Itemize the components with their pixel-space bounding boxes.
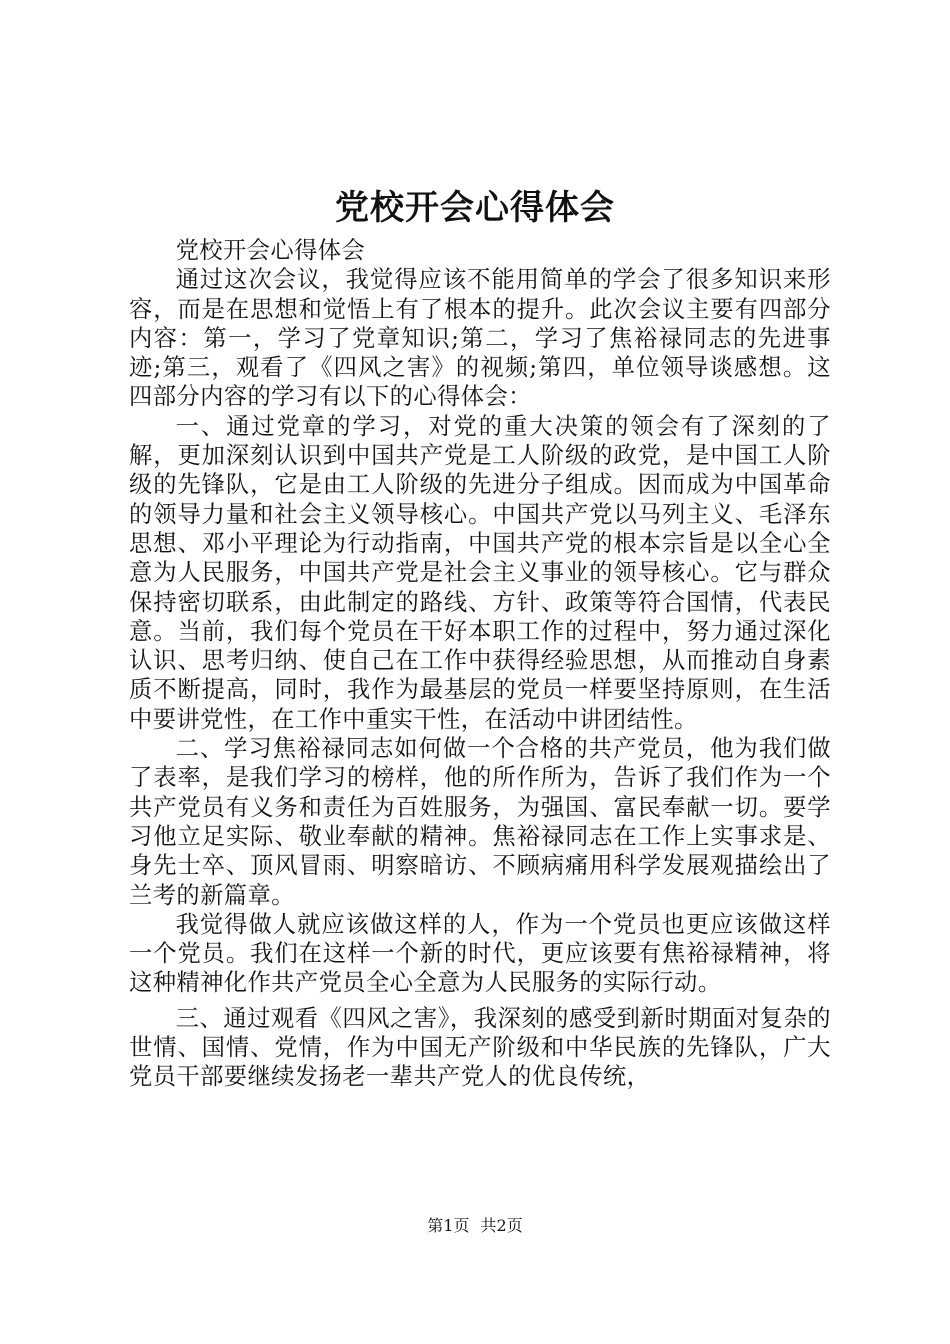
paragraph-point-two: 二、学习焦裕禄同志如何做一个合格的共产党员，他为我们做了表率，是我们学习的榜样，他的所作所为，告诉了我们作为一个共产党员有义务和责任为百姓服务，为强国、富民奉献一切。要学习他立足实际、敬业奉献的精神。焦裕禄同志在工作上实事求是、身先士卒、顶风冒雨、明察暗访、不顾病痛用科学发展观描绘出了兰考的新篇章。 [129, 735, 831, 909]
paragraph-point-three: 三、通过观看《四风之害》，我深刻的感受到新时期面对复杂的世情、国情、党情，作为中国无产阶级和中华民族的先锋队，广大党员干部要继续发扬老一辈共产党人的优良传统， [129, 1004, 831, 1091]
paragraph-reflection: 我觉得做人就应该做这样的人，作为一个党员也更应该做这样一个党员。我们在这样一个新的时代，更应该要有焦裕禄精神，将这种精神化作共产党员全心全意为人民服务的实际行动。 [129, 910, 831, 997]
page-number-current: 第1页 [427, 1216, 470, 1235]
page-footer [0, 1215, 950, 1237]
paragraph-point-one: 一、通过党章的学习，对党的重大决策的领会有了深刻的了解，更加深刻认识到中国共产党是工人阶级的政党，是中国工人阶级的先锋队，它是由工人阶级的先进分子组成。因而成为中国革命的领导力量和社会主义领导核心。中国共产党以马列主义、毛泽东思想、邓小平理论为行动指南，中国共产党的根本宗旨是以全心全意为人民服务，中国共产党是社会主义事业的领导核心。它与群众保持密切联系，由此制定的路线、方针、政策等符合国情，代表民意。当前，我们每个党员在干好本职工作的过程中，努力通过深化认识、思考归纳、使自己在工作中获得经验思想，从而推动自身素质不断提高，同时，我作为最基层的党员一样要坚持原则，在生活中要讲党性，在工作中重实干性，在活动中讲团结性。 [129, 412, 831, 733]
paragraph-intro: 通过这次会议，我觉得应该不能用简单的学会了很多知识来形容，而是在思想和觉悟上有了根本的提升。此次会议主要有四部分内容：第一，学习了党章知识;第二，学习了焦裕禄同志的先进事迹;第三，观看了《四风之害》的视频;第四，单位领导谈感想。这四部分内容的学习有以下的心得体会： [129, 266, 831, 411]
paragraph-subtitle: 党校开会心得体会 [175, 237, 366, 264]
document-title: 党校开会心得体会 [335, 188, 615, 228]
document-body [129, 236, 831, 1092]
page-number-total: 共2页 [480, 1216, 523, 1235]
